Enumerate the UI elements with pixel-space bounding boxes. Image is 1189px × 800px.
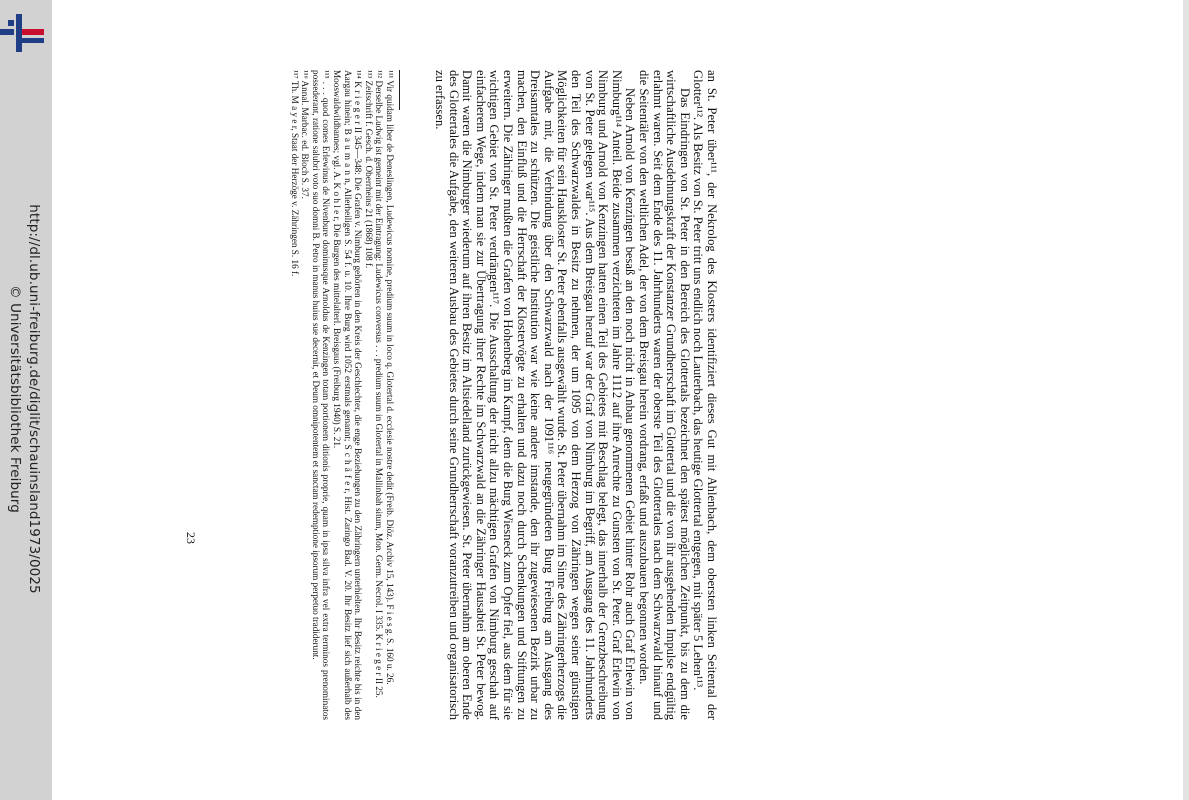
page-content [178,70,718,720]
page-number: 23 [184,532,198,544]
footnote-divider [399,70,400,110]
footnote: ¹¹⁴ K r i e g e r II 345—348: Die Grafen v. Nimburg gehörten in den Kreis der Geschlechter, die enge Beziehungen zu den Zähringern unterhielten. Ihr Besitz reichte bis in den Aargau hinein; B a u m a n n, Allerheiligen S. 54 f. u. 10. Ihre Burg wird 1052 erstmals genannt; S c h ä f e r, Hist. Zaringo Bad. V. 20. Ihr Besitz lief sich außerhalb des Mooswaldwildbannes; vgl. A. K o h l e r, Die Burgen des mittelalterl. Breisgaus (Freiburg 1940) S. 21. [332,70,364,720]
scanned-page [178,70,718,720]
paragraph: Neben Arnold von Kenzingen besaß an den noch nicht in Anbau genommenen Gebiet hinter Rohr auch Graf Erlewin von Nimburg¹¹⁴ Anteil. Beide zusammen verzichteten im Jahre 1112 auf ihre Anrechte zu Gunsten von St. Peter. Graf Erlewin von Nimburg und Arnold von Kenzingen hatten einen Teil des Gebietes mit Beschlag belegt, das innerhalb der Grenzbeschreibung von St. Peter gelegen war¹¹⁵. Aus dem Breisgau herauf war der Graf von Nimburg im Begriff, am Ausgang des 11. Jahrhunderts den Teil des Schwarzwaldes in Besitz zu nehmen, der um 1095 von dem Herzog von Zähringen wegen seiner günstigen Möglichkeiten für sein Hauskloster St. Peter ebenfalls ausgewählt wurde. St. Peter übernahm im Sinne des Zähringerherzogs die Aufgabe mit, die Verbindung über den Schwarzwald nach der 1091¹¹⁶ neugegründeten Burg Freiburg am Ausgang des Dreisamtales zu schützen. Die geistliche Institution war wie keine andere imstande, den ihr zugewiesenen Bezirk urbar zu machen, den Einfluß und die Herrschaft der Klostervögte zu erhalten und dazu noch durch Schenkungen und Stiftungen zu erweitern. Die Zähringer mußten die Grafen von Hohenberg im Kampf, dem die Burg Wiesneck zum Opfer fiel, aus dem für sie wichtigen Gebiet von St. Peter verdrängen¹¹⁷. Die Ausschaltung der nicht allzu mächtigen Grafen von Nimburg geschah auf einfacherem Wege, indem man sie zur Übertragung ihrer Rechte im Schwarzwald an die Zähringer Hausabtei St. Peter bewog. Damit waren die Nimburger wiederum auf ihren Besitz im Altsiedelland zurückgewiesen. St. Peter übernahm am oberen Ende des Glottertales die Aufgabe, den weiteren Ausbau des Gebietes durch seine Grundherrschaft voranzutreiben und organisatorisch zu erfassen. [433,70,638,720]
permalink-url[interactable]: http://dl.ub.uni-freiburg.de/diglit/schauinsland1973/0025 [26,204,42,594]
paragraph: Das Eindringen von St. Peter in den Bereich des Glottertals bezeichnet den spätest möglichen Zeitpunkt, bis zu dem die wirtschaftliche Ausdehnungskraft der Konstanzer Grundherrschaft im Glottertal und die von ihr ausgehenden Impulse endgültig erlahmt waren. Seit dem Ende des 11. Jahrhunderts waren der oberste Teil des Glottertales nach dem Schwarzwald hinauf und die Seitentäler von den weltlichen Adel, der von dem Breisgau herein vordrang, erfaßt und auszubauen begonnen worden. [637,70,692,720]
copyright-notice: © Universitätsbibliothek Freiburg [7,285,23,513]
footnote: ¹¹⁷ Th. M a y e r, Staat der Herzöge v. Zähringen S. 16 f. [289,70,300,277]
footnote: ¹¹⁶ Annal. Marbac. ed. Bloch S. 37. [300,70,311,199]
footnote: ¹¹² Derselbe Ludwig ist gemeint mit der Eintragung: Ludewicus conversus . . . predium suum in Glotertal in Mallinbah situm, Mon. Germ. Necrol. I 335. K r i e g e r II 25. [374,70,385,698]
main-text [433,70,718,720]
sidebar-text [7,9,42,789]
left-sidebar [0,0,52,800]
scrollbar[interactable] [1183,0,1189,800]
footnotes [289,70,400,720]
footnote: ¹¹⁵ . . . quod comes Erlewinus de Nivenbure dominusque Arnoldus de Kenzingen totam portionem ditionis proprie, quam in ipsa silva infra vel extra terminos prenominatos possederant, ratione salubri voto suo domni B. Petro in manus huius sue decernit, et Deum omnipotentem et sanctam redemptione ipsorum perpetuo tradiderunt. [310,70,332,720]
footnote: ¹¹¹ Vir quidam liber de Deneslingen, Ludewicus nomine, predium suum in loco q. Glotertal d. ecclesie nostre dedit (Freib. Diöz. Archiv 15, 143). F i e s g. S. 160 u. 26. [385,70,395,685]
paragraph: an St. Peter über¹¹¹, der Nekrolog des Klosters identifiziert dieses Gut mit Ahlenbach, dem obersten linken Seitental der Glotter¹¹². Als Besitz von St. Peter tritt uns endlich noch Lauterbach, das heutige Glottertal entgegen, mit später 5 Lehen¹¹³. [691,70,719,720]
footnote: ¹¹³ Zeitschrift f. Gesch. d. Oberrheins 21 (1868) 108 f. [363,70,374,269]
